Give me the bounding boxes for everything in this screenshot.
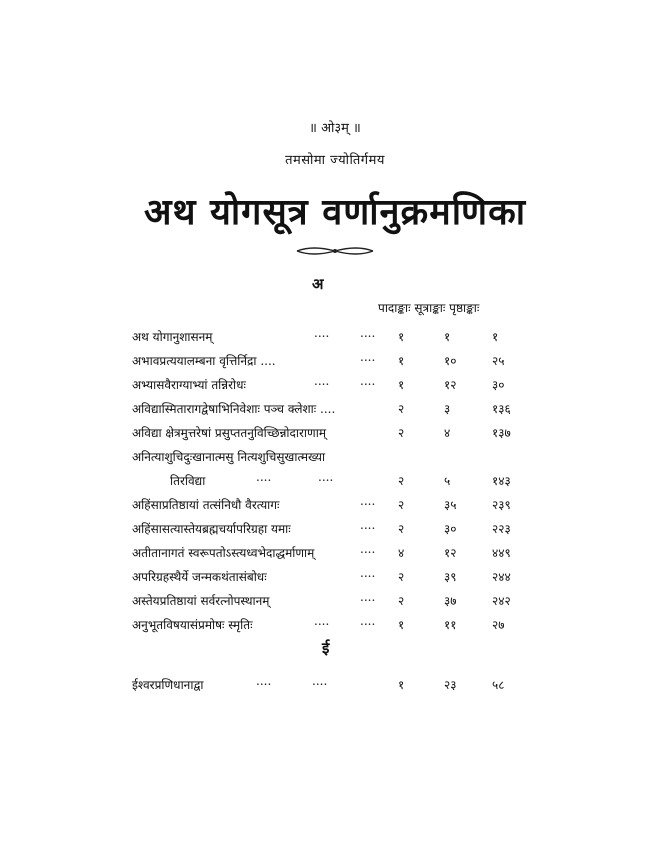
- leader-dots: ....: [314, 326, 330, 340]
- leader-dots: ....: [360, 494, 376, 508]
- page-number: ५८: [492, 678, 505, 692]
- sutra-number: ५: [444, 474, 451, 488]
- sutra-number: ३: [444, 402, 451, 416]
- pada-number: २: [398, 594, 405, 608]
- leader-dots: ....: [360, 542, 376, 556]
- invocation: ॥ ओ३म् ॥: [309, 121, 361, 136]
- page-number: १४३: [492, 474, 511, 488]
- leader-dots: ....: [256, 674, 272, 688]
- leader-dots: ....: [312, 674, 328, 688]
- sutra-text: अनुभूतविषयासंप्रमोषः स्मृतिः: [132, 618, 253, 632]
- sutra-text: अभावप्रत्ययालम्बना वृत्तिर्निद्रा ....: [132, 354, 276, 368]
- page-title: अथ योगसूत्र वर्णानुक्रमणिका: [143, 191, 527, 233]
- page-number: २७: [492, 618, 505, 632]
- leader-dots: ....: [360, 374, 376, 388]
- sutra-text: तिरविद्या: [170, 474, 206, 488]
- sutra-number: ३५: [444, 498, 457, 512]
- sutra-text: अभ्यासवैराग्याभ्यां तन्निरोधः: [132, 378, 246, 392]
- sutra-text: अहिंसासत्यास्तेयब्रह्मचर्यापरिग्रहा यमाः: [132, 522, 291, 536]
- page-number: ३०: [492, 378, 505, 392]
- leader-dots: ....: [360, 614, 376, 628]
- sutra-number: १२: [444, 378, 457, 392]
- column-header: पादाङ्काः सूत्राङ्काः पृष्ठाङ्काः: [378, 301, 480, 315]
- sutra-number: १२: [444, 546, 457, 560]
- sutra-text: अहिंसाप्रतिष्ठायां तत्संनिधौ वैरत्यागः: [132, 498, 280, 512]
- page-number: २३९: [492, 498, 511, 512]
- leader-dots: ....: [360, 566, 376, 580]
- pada-number: २: [398, 522, 405, 536]
- sutra-text: अनित्याशुचिदुःखानात्मसु नित्यशुचिसुखात्मख्या: [132, 450, 326, 464]
- page-number: २५: [492, 354, 505, 368]
- leader-dots: ....: [360, 590, 376, 604]
- page-number: ४४९: [492, 546, 511, 560]
- sutra-number: ११: [444, 618, 457, 632]
- subtitle: तमसोमा ज्योतिर्गमय: [285, 153, 385, 168]
- leader-dots: ....: [256, 470, 272, 484]
- leader-dots: ....: [360, 326, 376, 340]
- sutra-number: ३७: [444, 594, 457, 608]
- sutra-number: २३: [444, 678, 457, 692]
- leader-dots: ....: [360, 350, 376, 364]
- pada-number: २: [398, 570, 405, 584]
- page-number: २४४: [492, 570, 511, 584]
- sutra-text: अविद्यास्मितारागद्वेषाभिनिवेशाः पञ्च क्लेशाः ....: [132, 402, 336, 416]
- section-heading-i: ई: [322, 639, 330, 657]
- sutra-text: अविद्या क्षेत्रमुत्तरेषां प्रसुप्ततनुविच्छिन्नोदाराणाम्: [132, 426, 326, 440]
- pada-number: १: [398, 330, 405, 344]
- sutra-number: ४: [444, 426, 451, 440]
- sutra-text: अस्तेयप्रतिष्ठायां सर्वरत्नोपस्थानम्: [132, 594, 270, 608]
- sutra-number: ३९: [444, 570, 457, 584]
- pada-number: १: [398, 378, 405, 392]
- page-number: २४२: [492, 594, 511, 608]
- leader-dots: ....: [360, 518, 376, 532]
- pada-number: १: [398, 678, 405, 692]
- pada-number: २: [398, 426, 405, 440]
- leader-dots: ....: [314, 374, 330, 388]
- sutra-text: अतीतानागतं स्वरूपतोऽस्त्यध्वभेदाद्धर्माणाम्: [132, 546, 315, 560]
- sutra-number: १०: [444, 354, 457, 368]
- leader-dots: ....: [318, 470, 334, 484]
- sutra-number: १: [444, 330, 451, 344]
- page-number: २२३: [492, 522, 511, 536]
- page-number: १३७: [492, 426, 511, 440]
- sutra-text: अपरिग्रहस्थैर्ये जन्मकथंतासंबोधः: [132, 570, 267, 584]
- page-number: १: [492, 330, 499, 344]
- pada-number: ४: [398, 546, 405, 560]
- page-number: १३६: [492, 402, 511, 416]
- pada-number: २: [398, 402, 405, 416]
- pada-number: २: [398, 474, 405, 488]
- sutra-text: ईश्वरप्रणिधानाद्वा: [132, 678, 204, 692]
- pada-number: २: [398, 498, 405, 512]
- sutra-text: अथ योगानुशासनम्: [132, 330, 213, 344]
- section-heading-a: अ: [312, 275, 324, 293]
- list-item: [0, 674, 670, 694]
- leader-dots: ....: [314, 614, 330, 628]
- pada-number: १: [398, 354, 405, 368]
- pada-number: १: [398, 618, 405, 632]
- sutra-number: ३०: [444, 522, 457, 536]
